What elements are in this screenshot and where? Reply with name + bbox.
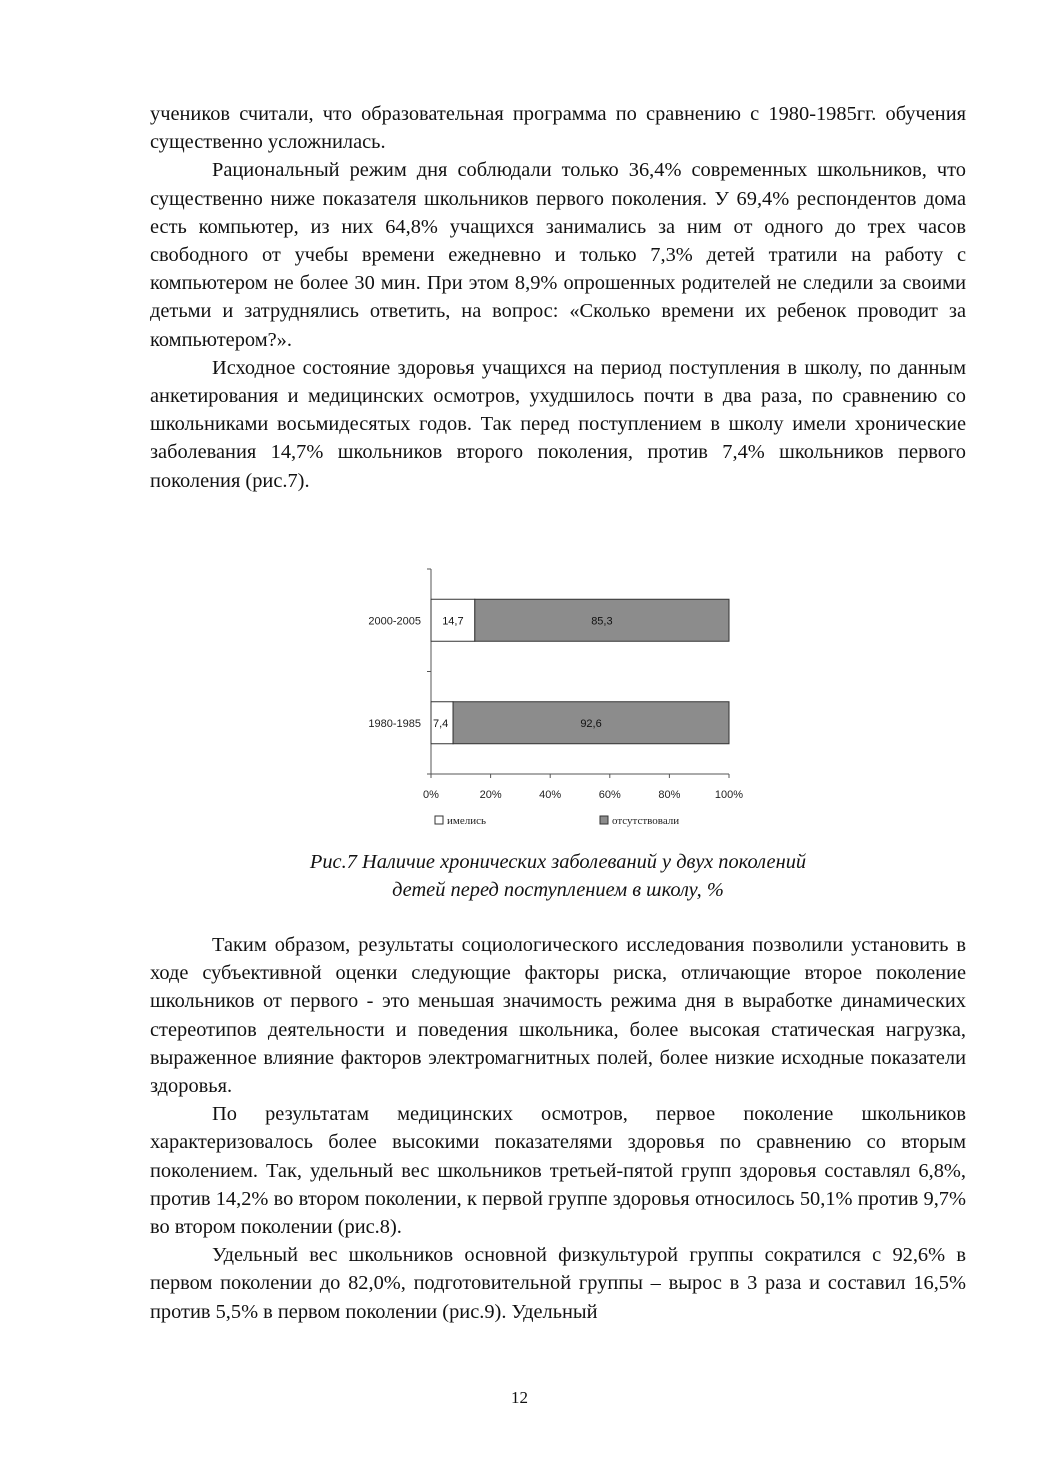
x-tick-label: 20% — [479, 789, 502, 801]
paragraph: учеников считали, что образовательная программа по сравнению с 1980-1985гг. обучения существенно усложнилась. — [150, 103, 966, 154]
data-label: 7,4 — [433, 717, 449, 730]
paragraph: Удельный вес школьников основной физкультурой группы сократился с 92,6% в первом поколении до 82,0%, подготовительной группы – вырос в 3 раза и составил 16,5% против 5,5% в первом поколении (рис.9). Удельный — [150, 1244, 966, 1323]
x-tick-label: 60% — [598, 789, 621, 801]
legend-swatch — [600, 816, 608, 824]
paragraph: По результатам медицинских осмотров, первое поколение школьников характеризовалось более высокими показателями здоровья по сравнению со вторым поколением. Так, удельный вес школьников третьей-пятой групп здоровья составлял 6,8%, против 14,2% во втором поколении, к первой группе здоровья относилось 50,1% против 9,7% во втором поколении (рис.8). — [150, 1103, 966, 1239]
category-label: 1980-1985 — [368, 717, 421, 730]
caption-line: Рис.7 Наличие хронических заболеваний у двух поколений — [309, 851, 807, 873]
paragraph: Рациональный режим дня соблюдали только 36,4% современных школьников, что существенно ниже показателя школьников первого поколения. У 69,4% респондентов дома есть компьютер, из них 64,8% учащихся занимались за ним от одного до трех часов свободного от учебы времени ежедневно и только 7,3% детей тратили на работу с компьютером не более 30 мин. При этом 8,9% опрошенных родителей не следили за своими детьми и затруднялись ответить, на вопрос: «Сколько времени их ребенок проводит за компьютером?». — [150, 159, 966, 351]
legend-swatch — [435, 816, 443, 824]
data-label: 92,6 — [580, 717, 602, 730]
figure-caption — [150, 848, 966, 904]
text-block-bottom — [150, 931, 966, 1326]
legend-label: отсутствовали — [612, 815, 680, 827]
text-block-top — [150, 100, 966, 495]
x-tick-label: 100% — [714, 789, 744, 801]
x-tick-label: 0% — [423, 789, 439, 801]
paragraph: Таким образом, результаты социологического исследования позволили установить в ходе субъективной оценки следующие факторы риска, отличающие второе поколение школьников от первого - это меньшая значимость режима дня в выработке динамических стереотипов деятельности и поведения школьника, более высокая статическая нагрузка, выраженное влияние факторов электромагнитных полей, более низкие исходные показатели здоровья. — [150, 934, 966, 1098]
category-label: 2000-2005 — [368, 615, 421, 628]
bar-chart — [355, 563, 755, 835]
chart-figure — [355, 563, 755, 835]
page-number: 12 — [511, 1388, 528, 1407]
x-tick-label: 40% — [539, 789, 562, 801]
x-tick-label: 80% — [658, 789, 681, 801]
caption-line: детей перед поступлением в школу, % — [392, 879, 724, 902]
data-label: 14,7 — [442, 615, 464, 628]
paragraph: Исходное состояние здоровья учащихся на период поступления в школу, по данным анкетирования и медицинских осмотров, ухудшилось почти в два раза, по сравнению со школьниками восьмидесятых годов. Так перед поступлением в школу имели хронические заболевания 14,7% школьников второго поколения, против 7,4% школьников первого поколения (рис.7). — [150, 356, 966, 492]
data-label: 85,3 — [591, 615, 613, 628]
legend-label: имелись — [447, 815, 487, 827]
